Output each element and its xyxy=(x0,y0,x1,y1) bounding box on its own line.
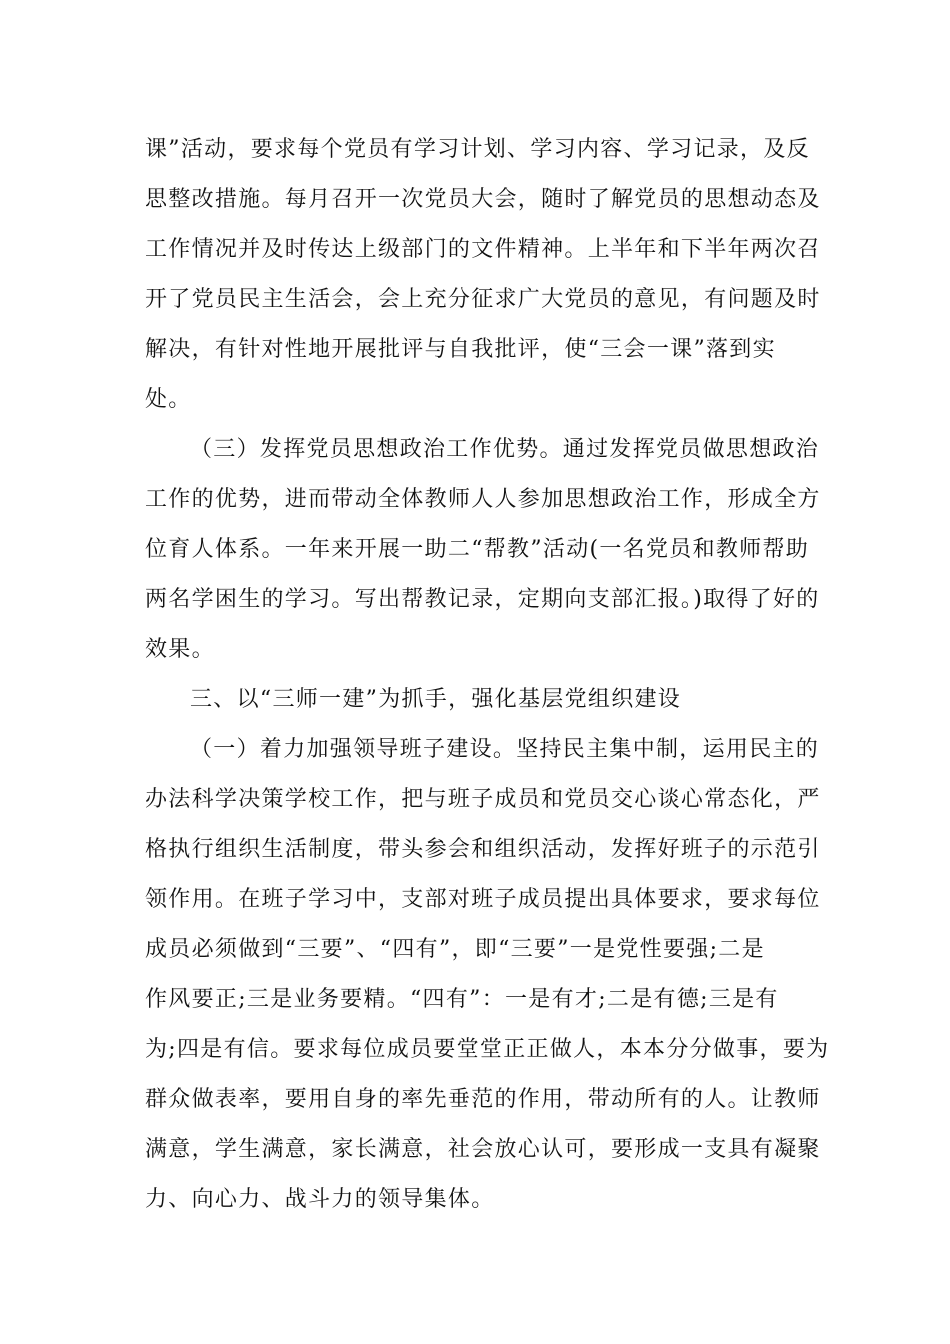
text-line: 课”活动，要求每个党员有学习计划、学习内容、学习记录，及反 xyxy=(145,137,810,162)
text-line: 力、向心力、战斗力的领导集体。 xyxy=(145,1187,495,1212)
text-line: 领作用。在班子学习中，支部对班子成员提出具体要求，要求每位 xyxy=(145,887,821,912)
text-line: 群众做表率，要用自身的率先垂范的作用，带动所有的人。让教师 xyxy=(145,1087,821,1112)
section-heading: 三、以“三师一建”为抓手，强化基层党组织建设 xyxy=(190,687,682,712)
text-line: 两名学困生的学习。写出帮教记录，定期向支部汇报。)取得了好的 xyxy=(145,587,820,612)
text-line: 处。 xyxy=(145,387,192,412)
text-line: 效果。 xyxy=(145,637,215,662)
text-line: 格执行组织生活制度，带头参会和组织活动，发挥好班子的示范引 xyxy=(145,837,821,862)
paragraph-start-line: （三）发挥党员思想政治工作优势。通过发挥党员做思想政治 xyxy=(190,437,820,462)
text-line: 工作情况并及时传达上级部门的文件精神。上半年和下半年两次召 xyxy=(145,237,821,262)
text-line: 办法科学决策学校工作，把与班子成员和党员交心谈心常态化，严 xyxy=(145,787,821,812)
text-line: 开了党员民主生活会，会上充分征求广大党员的意见，有问题及时 xyxy=(145,287,821,312)
text-line: 位育人体系。一年来开展一助二“帮教”活动(一名党员和教师帮助 xyxy=(145,537,810,562)
text-line: 为;四是有信。要求每位成员要堂堂正正做人，本本分分做事，要为 xyxy=(145,1037,830,1062)
text-line: 作风要正;三是业务要精。“四有”：一是有才;二是有德;三是有 xyxy=(145,987,779,1012)
text-line: 工作的优势，进而带动全体教师人人参加思想政治工作，形成全方 xyxy=(145,487,821,512)
paragraph-start-line: （一）着力加强领导班子建设。坚持民主集中制，运用民主的 xyxy=(190,737,820,762)
text-line: 思整改措施。每月召开一次党员大会，随时了解党员的思想动态及 xyxy=(145,187,821,212)
text-line: 成员必须做到“三要”、“四有”，即“三要”一是党性要强;二是 xyxy=(145,937,765,962)
text-line: 满意，学生满意，家长满意，社会放心认可，要形成一支具有凝聚 xyxy=(145,1137,821,1162)
text-line: 解决，有针对性地开展批评与自我批评，使“三会一课”落到实 xyxy=(145,337,776,362)
